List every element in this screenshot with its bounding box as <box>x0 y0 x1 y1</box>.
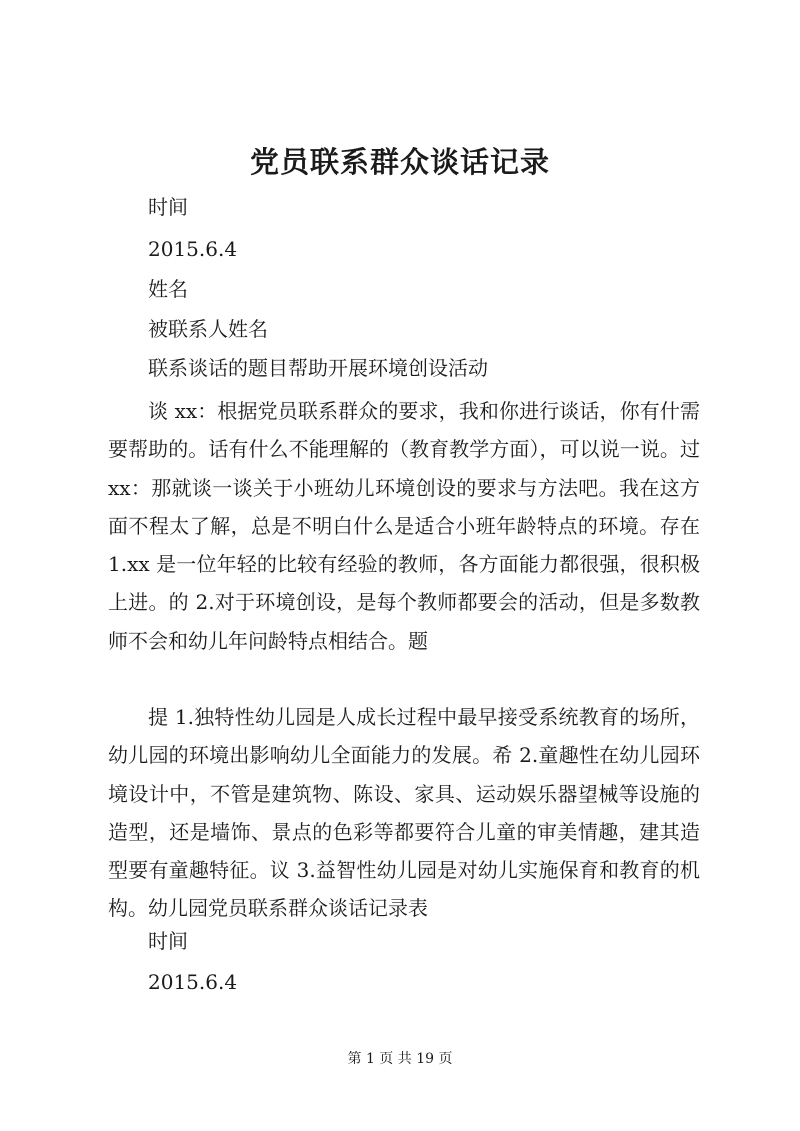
document-title: 党员联系群众谈话记录 <box>249 145 550 179</box>
paragraph-conversation: 谈 xx：根据党员联系群众的要求，我和你进行谈话，你有什需要帮助的。话有什么不能理解的（教育教学方面），可以说一说。过 xx：那就谈一谈关于小班幼儿环境创设的要求与方法吧。我在这方面不程太了解，总是不明白什么是适合小班年龄特点的环境。存在 1.xx 是一位年轻的比较有经验的教师，各方面能力都很强，很积极上进。的 2.对于环境创设，是每个教师都要会的活动，但是多数教师不会和幼儿年问龄特点相结合。题 <box>108 399 700 653</box>
page-footer: 第 1 页 共 19 页 <box>347 1051 453 1067</box>
time-value: 2015.6.4 <box>148 237 238 261</box>
name-label: 姓名 <box>148 277 188 301</box>
time-label: 时间 <box>148 195 188 219</box>
contact-name-label: 被联系人姓名 <box>148 317 268 341</box>
paragraph-suggestions: 提 1.独特性幼儿园是人成长过程中最早接受系统教育的场所，幼儿园的环境出影响幼儿全面能力的发展。希 2.童趣性在幼儿园环境设计中，不管是建筑物、陈设、家具、运动娱乐器望械等设施的造型，还是墙饰、景点的色彩等都要符合儿童的审美情趣，建其造型要有童趣特征。议 3.益智性幼儿园是对幼儿实施保育和教育的机构。幼儿园党员联系群众谈话记录表 <box>108 705 700 921</box>
topic-line: 联系谈话的题目帮助开展环境创设活动 <box>148 356 488 380</box>
trailing-time-value: 2015.6.4 <box>148 970 238 994</box>
trailing-time-label: 时间 <box>148 929 188 953</box>
